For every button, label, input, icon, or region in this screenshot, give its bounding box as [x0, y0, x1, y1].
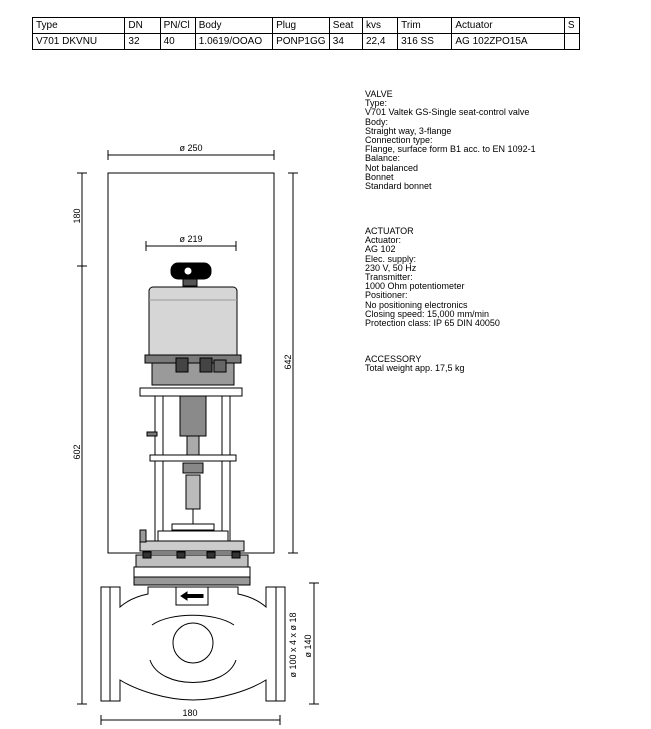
- actuator-line: Elec. supply:: [365, 253, 417, 264]
- bonnet-flange: [136, 555, 248, 567]
- right-flange: [276, 587, 285, 701]
- valve-line: Standard bonnet: [365, 181, 432, 192]
- cell-plug: PONP1GG: [273, 34, 330, 50]
- accessory-line: Total weight app. 17,5 kg: [365, 363, 465, 374]
- cell-pn: 40: [160, 34, 195, 50]
- col-dn: DN: [125, 18, 160, 34]
- actuator-line: 1000 Ohm potentiometer: [365, 281, 465, 292]
- actuator-line: Actuator:: [365, 235, 402, 246]
- cell-actuator: AG 102ZPO15A: [452, 34, 565, 50]
- cell-kvs: 22,4: [362, 34, 397, 50]
- accessory-section: [365, 355, 465, 373]
- cell-body: 1.0619/OOAO: [195, 34, 272, 50]
- actuator-heading: ACTUATOR: [365, 226, 414, 236]
- valve-line: Straight way, 3-flange: [365, 125, 452, 136]
- valve-section: [365, 90, 536, 191]
- cell-dn: 32: [125, 34, 160, 50]
- actuator-line: AG 102: [365, 244, 396, 255]
- actuator-assembly: [140, 263, 242, 396]
- valve-line: Connection type:: [365, 135, 433, 146]
- actuator-line: Protection class: IP 65 DIN 40050: [365, 318, 500, 329]
- actuator-section: [365, 227, 500, 328]
- col-s: S: [564, 18, 579, 34]
- col-seat: Seat: [329, 18, 362, 34]
- col-plug: Plug: [273, 18, 330, 34]
- valve-line: Not balanced: [365, 162, 419, 173]
- actuator-line: 230 V, 50 Hz: [365, 262, 417, 273]
- valve-line: V701 Valtek GS-Single seat-control valve: [365, 107, 530, 118]
- col-body: Body: [195, 18, 272, 34]
- port-circle: [173, 623, 213, 663]
- col-actuator: Actuator: [452, 18, 565, 34]
- dim-overall-width: ø 250: [179, 143, 203, 153]
- yoke-assembly: [140, 396, 244, 551]
- col-type: Type: [33, 18, 125, 34]
- valve-line: Flange, surface form B1 acc. to EN 1092-1: [365, 144, 536, 155]
- valve-line: Bonnet: [365, 171, 394, 182]
- cell-seat: 34: [329, 34, 362, 50]
- dim-top-clearance: 180: [72, 208, 82, 224]
- dim-lower-height: 602: [72, 444, 82, 460]
- valve-line: Type:: [365, 98, 388, 109]
- cell-trim: 316 SS: [398, 34, 452, 50]
- cell-type: V701 DKVNU: [33, 34, 125, 50]
- actuator-line: Closing speed: 15,000 mm/min: [365, 308, 490, 319]
- actuator-housing: [149, 287, 237, 359]
- accessory-heading: ACCESSORY: [365, 354, 422, 364]
- dim-bolt-circle: ø 100 x 4 x ø 18: [288, 612, 298, 678]
- dim-face-to-face: 180: [182, 708, 198, 718]
- actuator-line: Transmitter:: [365, 272, 413, 283]
- dim-flange-diameter: ø 140: [303, 634, 313, 658]
- dim-total-height: 642: [283, 354, 293, 370]
- col-pn: PN/Cl: [160, 18, 195, 34]
- dim-actuator-width: ø 219: [179, 234, 203, 244]
- valve-body: [101, 552, 285, 701]
- col-trim: Trim: [398, 18, 452, 34]
- actuator-line: Positioner:: [365, 290, 408, 301]
- col-kvs: kvs: [362, 18, 397, 34]
- valve-line: Body:: [365, 116, 389, 127]
- left-flange: [101, 587, 110, 701]
- valve-heading: VALVE: [365, 89, 393, 99]
- valve-line: Balance:: [365, 153, 401, 164]
- actuator-line: No positioning electronics: [365, 299, 468, 310]
